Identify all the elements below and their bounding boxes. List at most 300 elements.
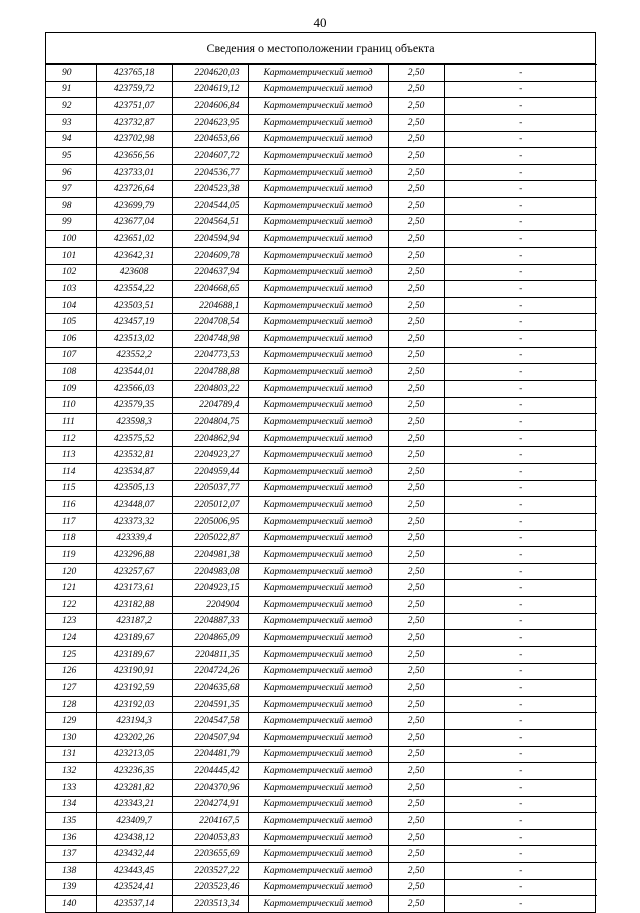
method-cell: Картометрический метод [248, 430, 388, 447]
note-cell: - [444, 497, 597, 514]
table-row [46, 746, 597, 763]
point-number-cell: 132 [46, 763, 96, 780]
coordinate-x-cell: 423677,04 [96, 214, 172, 231]
table-row [46, 414, 597, 431]
method-cell: Картометрический метод [248, 513, 388, 530]
accuracy-cell: 2,50 [388, 247, 444, 264]
coordinate-y-cell: 2204653,66 [172, 131, 248, 148]
coordinate-y-cell: 2204547,58 [172, 713, 248, 730]
note-cell: - [444, 696, 597, 713]
accuracy-cell: 2,50 [388, 730, 444, 747]
point-number-cell: 140 [46, 896, 96, 912]
table-row [46, 281, 597, 298]
point-number-cell: 112 [46, 430, 96, 447]
point-number-cell: 124 [46, 630, 96, 647]
method-cell: Картометрический метод [248, 131, 388, 148]
accuracy-cell: 2,50 [388, 630, 444, 647]
method-cell: Картометрический метод [248, 713, 388, 730]
coordinate-y-cell: 2204609,78 [172, 247, 248, 264]
point-number-cell: 100 [46, 231, 96, 248]
table-row [46, 696, 597, 713]
coordinate-y-cell: 2204773,53 [172, 347, 248, 364]
point-number-cell: 123 [46, 613, 96, 630]
point-number-cell: 111 [46, 414, 96, 431]
accuracy-cell: 2,50 [388, 696, 444, 713]
coordinate-y-cell: 2204053,83 [172, 829, 248, 846]
point-number-cell: 94 [46, 131, 96, 148]
note-cell: - [444, 813, 597, 830]
note-cell: - [444, 597, 597, 614]
table-title: Сведения о местоположении границ объекта [46, 33, 595, 64]
accuracy-cell: 2,50 [388, 380, 444, 397]
point-number-cell: 138 [46, 863, 96, 880]
table-row [46, 646, 597, 663]
coordinate-x-cell: 423726,64 [96, 181, 172, 198]
method-cell: Картометрический метод [248, 779, 388, 796]
method-cell: Картометрический метод [248, 297, 388, 314]
coordinate-x-cell: 423296,88 [96, 547, 172, 564]
coordinate-y-cell: 2204981,38 [172, 547, 248, 564]
note-cell: - [444, 397, 597, 414]
accuracy-cell: 2,50 [388, 713, 444, 730]
table-row [46, 447, 597, 464]
accuracy-cell: 2,50 [388, 796, 444, 813]
note-cell: - [444, 364, 597, 381]
method-cell: Картометрический метод [248, 414, 388, 431]
coordinate-y-cell: 2204594,94 [172, 231, 248, 248]
accuracy-cell: 2,50 [388, 663, 444, 680]
note-cell: - [444, 896, 597, 912]
accuracy-cell: 2,50 [388, 264, 444, 281]
note-cell: - [444, 164, 597, 181]
note-cell: - [444, 829, 597, 846]
point-number-cell: 139 [46, 879, 96, 896]
coordinate-x-cell: 423765,18 [96, 65, 172, 82]
coordinate-y-cell: 2204959,44 [172, 464, 248, 481]
accuracy-cell: 2,50 [388, 763, 444, 780]
table-row [46, 214, 597, 231]
coordinate-x-cell: 423732,87 [96, 114, 172, 131]
table-row [46, 131, 597, 148]
coordinate-x-cell: 423534,87 [96, 464, 172, 481]
coordinate-x-cell: 423751,07 [96, 98, 172, 115]
note-cell: - [444, 414, 597, 431]
table-row [46, 231, 597, 248]
table-row [46, 98, 597, 115]
point-number-cell: 127 [46, 680, 96, 697]
accuracy-cell: 2,50 [388, 879, 444, 896]
coordinate-x-cell: 423524,41 [96, 879, 172, 896]
accuracy-cell: 2,50 [388, 480, 444, 497]
note-cell: - [444, 879, 597, 896]
coordinate-y-cell: 2204606,84 [172, 98, 248, 115]
table-row [46, 763, 597, 780]
coordinate-y-cell: 2204811,35 [172, 646, 248, 663]
table-row [46, 331, 597, 348]
table-row [46, 314, 597, 331]
accuracy-cell: 2,50 [388, 181, 444, 198]
coordinate-y-cell: 2204564,51 [172, 214, 248, 231]
coordinate-x-cell: 423257,67 [96, 563, 172, 580]
coordinate-x-cell: 423373,32 [96, 513, 172, 530]
coordinate-x-cell: 423598,3 [96, 414, 172, 431]
point-number-cell: 95 [46, 148, 96, 165]
note-cell: - [444, 297, 597, 314]
note-cell: - [444, 746, 597, 763]
coordinate-x-cell: 423202,26 [96, 730, 172, 747]
accuracy-cell: 2,50 [388, 314, 444, 331]
accuracy-cell: 2,50 [388, 530, 444, 547]
table-row [46, 713, 597, 730]
point-number-cell: 129 [46, 713, 96, 730]
point-number-cell: 93 [46, 114, 96, 131]
coordinate-y-cell: 2203527,22 [172, 863, 248, 880]
page-number: 40 [313, 15, 327, 30]
table-row [46, 630, 597, 647]
method-cell: Картометрический метод [248, 530, 388, 547]
note-cell: - [444, 580, 597, 597]
coordinate-y-cell: 2204637,94 [172, 264, 248, 281]
method-cell: Картометрический метод [248, 181, 388, 198]
method-cell: Картометрический метод [248, 879, 388, 896]
note-cell: - [444, 264, 597, 281]
point-number-cell: 134 [46, 796, 96, 813]
coordinate-y-cell: 2203655,69 [172, 846, 248, 863]
accuracy-cell: 2,50 [388, 65, 444, 82]
method-cell: Картометрический метод [248, 746, 388, 763]
table-row [46, 264, 597, 281]
accuracy-cell: 2,50 [388, 779, 444, 796]
table-row [46, 164, 597, 181]
coordinate-x-cell: 423343,21 [96, 796, 172, 813]
note-cell: - [444, 713, 597, 730]
point-number-cell: 118 [46, 530, 96, 547]
coordinate-y-cell: 2204688,1 [172, 297, 248, 314]
accuracy-cell: 2,50 [388, 746, 444, 763]
point-number-cell: 97 [46, 181, 96, 198]
point-number-cell: 96 [46, 164, 96, 181]
note-cell: - [444, 680, 597, 697]
table-row [46, 247, 597, 264]
coordinate-y-cell: 2204923,27 [172, 447, 248, 464]
point-number-cell: 121 [46, 580, 96, 597]
note-cell: - [444, 148, 597, 165]
table-row [46, 148, 597, 165]
coordinate-x-cell: 423702,98 [96, 131, 172, 148]
note-cell: - [444, 513, 597, 530]
point-number-cell: 133 [46, 779, 96, 796]
coordinate-x-cell: 423503,51 [96, 297, 172, 314]
point-number-cell: 102 [46, 264, 96, 281]
coordinate-y-cell: 2204536,77 [172, 164, 248, 181]
coordinate-y-cell: 2204481,79 [172, 746, 248, 763]
accuracy-cell: 2,50 [388, 896, 444, 912]
coordinate-y-cell: 2204724,26 [172, 663, 248, 680]
note-cell: - [444, 613, 597, 630]
point-number-cell: 99 [46, 214, 96, 231]
coordinate-x-cell: 423194,3 [96, 713, 172, 730]
coordinate-x-cell: 423189,67 [96, 646, 172, 663]
table-row [46, 530, 597, 547]
coordinate-y-cell: 2204507,94 [172, 730, 248, 747]
note-cell: - [444, 380, 597, 397]
accuracy-cell: 2,50 [388, 98, 444, 115]
note-cell: - [444, 530, 597, 547]
point-number-cell: 117 [46, 513, 96, 530]
point-number-cell: 136 [46, 829, 96, 846]
coordinate-x-cell: 423192,03 [96, 696, 172, 713]
point-number-cell: 105 [46, 314, 96, 331]
table-row [46, 863, 597, 880]
method-cell: Картометрический метод [248, 164, 388, 181]
coordinate-y-cell: 2205006,95 [172, 513, 248, 530]
coordinate-x-cell: 423187,2 [96, 613, 172, 630]
accuracy-cell: 2,50 [388, 364, 444, 381]
coordinate-y-cell: 2204620,03 [172, 65, 248, 82]
point-number-cell: 92 [46, 98, 96, 115]
coordinate-y-cell: 2204623,95 [172, 114, 248, 131]
point-number-cell: 128 [46, 696, 96, 713]
table-row [46, 114, 597, 131]
accuracy-cell: 2,50 [388, 81, 444, 98]
note-cell: - [444, 630, 597, 647]
note-cell: - [444, 281, 597, 298]
table-row [46, 663, 597, 680]
note-cell: - [444, 430, 597, 447]
coordinate-x-cell: 423457,19 [96, 314, 172, 331]
coordinate-y-cell: 2204668,65 [172, 281, 248, 298]
method-cell: Картометрический метод [248, 680, 388, 697]
method-cell: Картометрический метод [248, 347, 388, 364]
coordinate-y-cell: 2205037,77 [172, 480, 248, 497]
accuracy-cell: 2,50 [388, 813, 444, 830]
point-number-cell: 116 [46, 497, 96, 514]
accuracy-cell: 2,50 [388, 863, 444, 880]
method-cell: Картометрический метод [248, 563, 388, 580]
note-cell: - [444, 114, 597, 131]
coordinate-y-cell: 2204523,38 [172, 181, 248, 198]
table-row [46, 198, 597, 215]
note-cell: - [444, 314, 597, 331]
accuracy-cell: 2,50 [388, 447, 444, 464]
note-cell: - [444, 846, 597, 863]
coordinate-y-cell: 2204923,15 [172, 580, 248, 597]
table-row [46, 597, 597, 614]
method-cell: Картометрический метод [248, 696, 388, 713]
table-row [46, 813, 597, 830]
method-cell: Картометрический метод [248, 397, 388, 414]
table-row [46, 364, 597, 381]
note-cell: - [444, 331, 597, 348]
method-cell: Картометрический метод [248, 364, 388, 381]
point-number-cell: 101 [46, 247, 96, 264]
table-row [46, 730, 597, 747]
note-cell: - [444, 214, 597, 231]
method-cell: Картометрический метод [248, 314, 388, 331]
note-cell: - [444, 347, 597, 364]
accuracy-cell: 2,50 [388, 148, 444, 165]
method-cell: Картометрический метод [248, 829, 388, 846]
note-cell: - [444, 779, 597, 796]
table-row [46, 563, 597, 580]
method-cell: Картометрический метод [248, 813, 388, 830]
method-cell: Картометрический метод [248, 863, 388, 880]
coordinate-x-cell: 423192,59 [96, 680, 172, 697]
point-number-cell: 126 [46, 663, 96, 680]
coordinate-x-cell: 423281,82 [96, 779, 172, 796]
coordinate-x-cell: 423438,12 [96, 829, 172, 846]
table-row [46, 879, 597, 896]
coordinate-x-cell: 423554,22 [96, 281, 172, 298]
coordinate-x-cell: 423213,05 [96, 746, 172, 763]
coordinate-y-cell: 2204607,72 [172, 148, 248, 165]
accuracy-cell: 2,50 [388, 231, 444, 248]
coordinate-x-cell: 423448,07 [96, 497, 172, 514]
method-cell: Картометрический метод [248, 630, 388, 647]
point-number-cell: 131 [46, 746, 96, 763]
method-cell: Картометрический метод [248, 447, 388, 464]
coordinate-y-cell: 2204635,68 [172, 680, 248, 697]
coordinate-y-cell: 2204788,88 [172, 364, 248, 381]
note-cell: - [444, 98, 597, 115]
coordinates-table [46, 64, 597, 912]
table-row [46, 829, 597, 846]
table-row [46, 430, 597, 447]
coordinate-y-cell: 2204789,4 [172, 397, 248, 414]
accuracy-cell: 2,50 [388, 281, 444, 298]
point-number-cell: 107 [46, 347, 96, 364]
table-row [46, 896, 597, 912]
coordinate-x-cell: 423339,4 [96, 530, 172, 547]
point-number-cell: 98 [46, 198, 96, 215]
coordinates-table-body [46, 65, 597, 912]
method-cell: Картометрический метод [248, 480, 388, 497]
table-row [46, 81, 597, 98]
point-number-cell: 120 [46, 563, 96, 580]
accuracy-cell: 2,50 [388, 563, 444, 580]
accuracy-cell: 2,50 [388, 214, 444, 231]
coordinate-x-cell: 423579,35 [96, 397, 172, 414]
accuracy-cell: 2,50 [388, 331, 444, 348]
coordinate-y-cell: 2204274,91 [172, 796, 248, 813]
point-number-cell: 106 [46, 331, 96, 348]
coordinate-x-cell: 423608 [96, 264, 172, 281]
coordinate-x-cell: 423759,72 [96, 81, 172, 98]
accuracy-cell: 2,50 [388, 829, 444, 846]
table-row [46, 297, 597, 314]
coordinate-y-cell: 2204619,12 [172, 81, 248, 98]
note-cell: - [444, 730, 597, 747]
point-number-cell: 103 [46, 281, 96, 298]
point-number-cell: 110 [46, 397, 96, 414]
point-number-cell: 114 [46, 464, 96, 481]
note-cell: - [444, 198, 597, 215]
method-cell: Картометрический метод [248, 597, 388, 614]
method-cell: Картометрический метод [248, 497, 388, 514]
table-row [46, 613, 597, 630]
note-cell: - [444, 796, 597, 813]
accuracy-cell: 2,50 [388, 414, 444, 431]
table-row [46, 846, 597, 863]
note-cell: - [444, 464, 597, 481]
coordinate-y-cell: 2205012,07 [172, 497, 248, 514]
point-number-cell: 130 [46, 730, 96, 747]
note-cell: - [444, 663, 597, 680]
coordinate-y-cell: 2205022,87 [172, 530, 248, 547]
point-number-cell: 109 [46, 380, 96, 397]
coordinate-x-cell: 423173,61 [96, 580, 172, 597]
method-cell: Картометрический метод [248, 264, 388, 281]
note-cell: - [444, 547, 597, 564]
coordinate-x-cell: 423513,02 [96, 331, 172, 348]
method-cell: Картометрический метод [248, 730, 388, 747]
note-cell: - [444, 480, 597, 497]
accuracy-cell: 2,50 [388, 297, 444, 314]
method-cell: Картометрический метод [248, 247, 388, 264]
coordinate-y-cell: 2204804,75 [172, 414, 248, 431]
coordinate-x-cell: 423190,91 [96, 663, 172, 680]
coordinate-x-cell: 423699,79 [96, 198, 172, 215]
table-row [46, 547, 597, 564]
table-row [46, 464, 597, 481]
note-cell: - [444, 65, 597, 82]
note-cell: - [444, 863, 597, 880]
boundary-table [45, 32, 596, 913]
accuracy-cell: 2,50 [388, 846, 444, 863]
coordinate-y-cell: 2204167,5 [172, 813, 248, 830]
point-number-cell: 115 [46, 480, 96, 497]
note-cell: - [444, 181, 597, 198]
method-cell: Картометрический метод [248, 646, 388, 663]
accuracy-cell: 2,50 [388, 646, 444, 663]
coordinate-x-cell: 423505,13 [96, 480, 172, 497]
accuracy-cell: 2,50 [388, 397, 444, 414]
method-cell: Картометрический метод [248, 98, 388, 115]
method-cell: Картометрический метод [248, 547, 388, 564]
accuracy-cell: 2,50 [388, 114, 444, 131]
point-number-cell: 125 [46, 646, 96, 663]
method-cell: Картометрический метод [248, 231, 388, 248]
point-number-cell: 119 [46, 547, 96, 564]
point-number-cell: 135 [46, 813, 96, 830]
method-cell: Картометрический метод [248, 896, 388, 912]
accuracy-cell: 2,50 [388, 547, 444, 564]
method-cell: Картометрический метод [248, 763, 388, 780]
point-number-cell: 137 [46, 846, 96, 863]
point-number-cell: 90 [46, 65, 96, 82]
table-row [46, 513, 597, 530]
accuracy-cell: 2,50 [388, 497, 444, 514]
table-row [46, 580, 597, 597]
method-cell: Картометрический метод [248, 148, 388, 165]
accuracy-cell: 2,50 [388, 464, 444, 481]
accuracy-cell: 2,50 [388, 198, 444, 215]
coordinate-x-cell: 423642,31 [96, 247, 172, 264]
table-row [46, 65, 597, 82]
coordinate-y-cell: 2204904 [172, 597, 248, 614]
coordinate-x-cell: 423566,03 [96, 380, 172, 397]
coordinate-y-cell: 2204803,22 [172, 380, 248, 397]
point-number-cell: 91 [46, 81, 96, 98]
note-cell: - [444, 81, 597, 98]
table-row [46, 181, 597, 198]
coordinate-y-cell: 2204865,09 [172, 630, 248, 647]
coordinate-x-cell: 423552,2 [96, 347, 172, 364]
note-cell: - [444, 131, 597, 148]
coordinate-y-cell: 2204544,05 [172, 198, 248, 215]
method-cell: Картометрический метод [248, 613, 388, 630]
point-number-cell: 108 [46, 364, 96, 381]
